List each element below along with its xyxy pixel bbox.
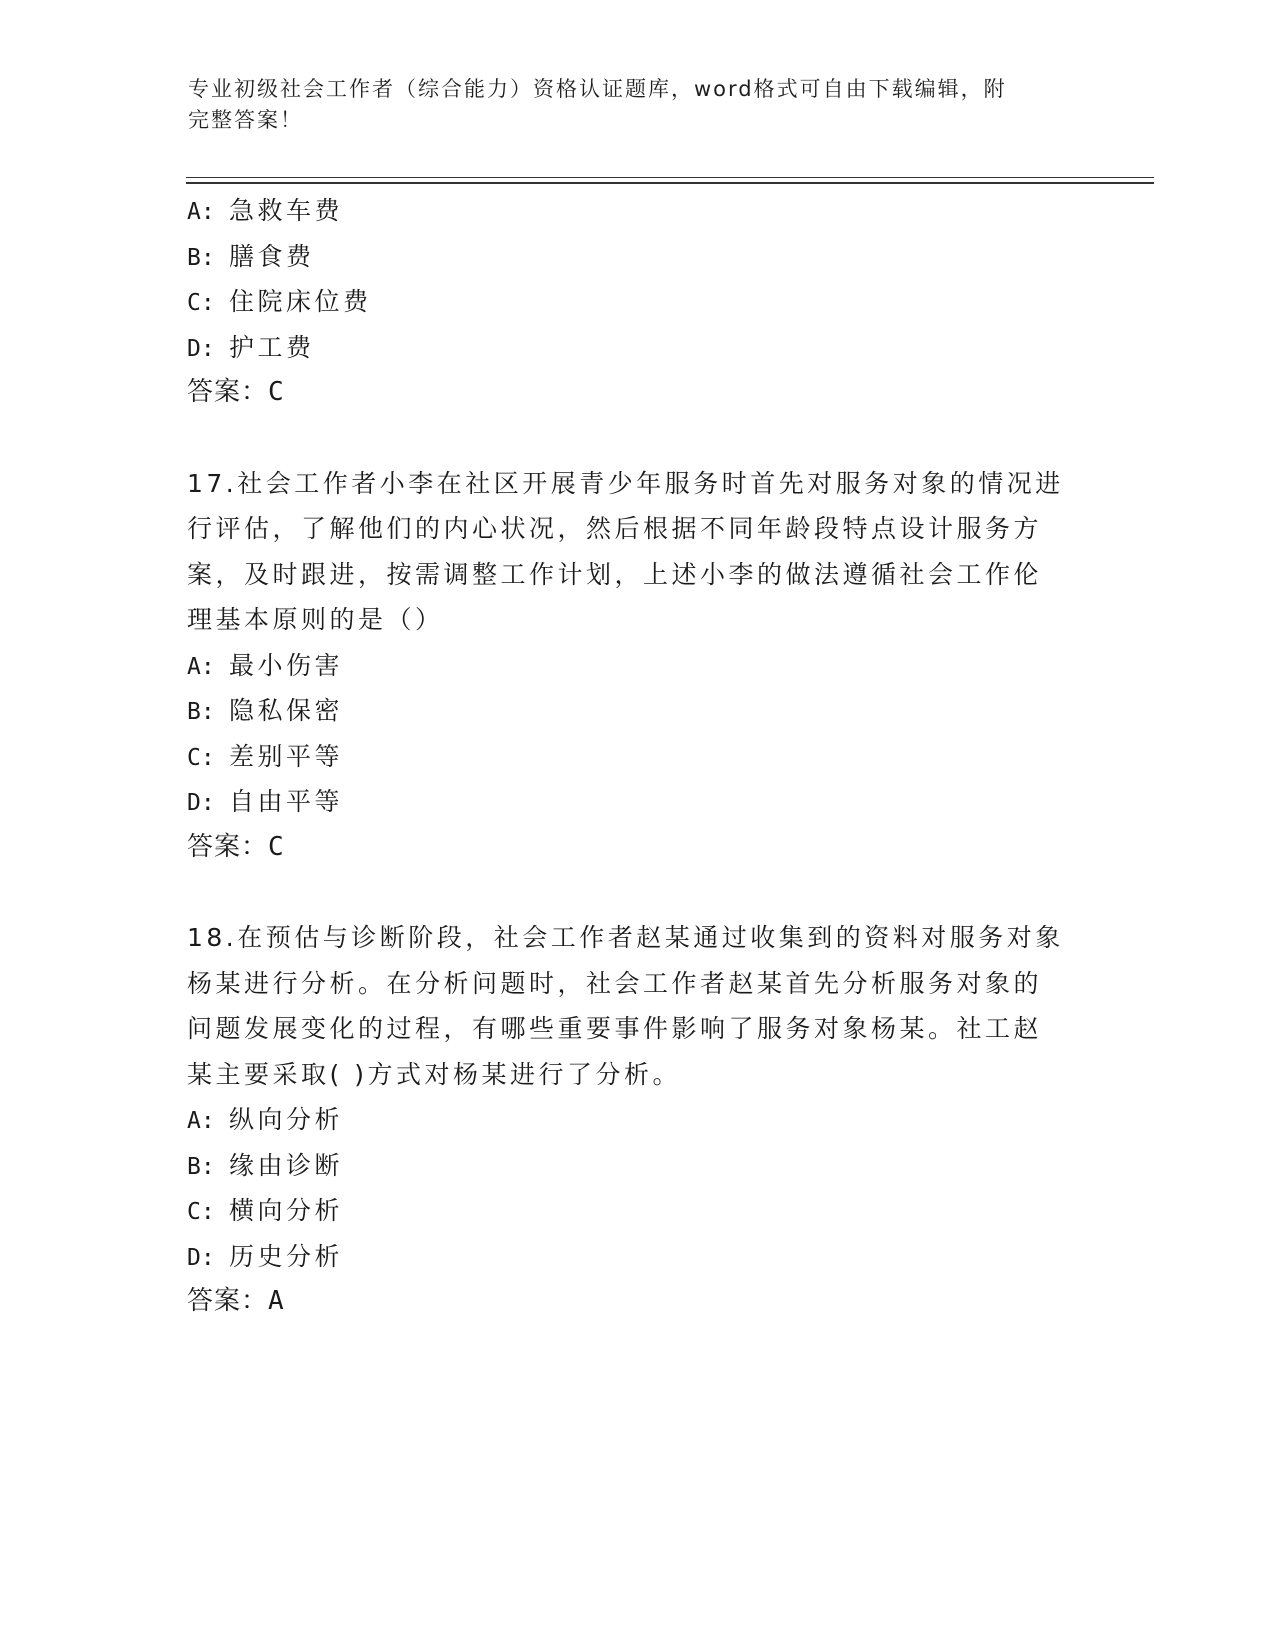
option-key: C: [187, 1199, 215, 1225]
option-a [187, 643, 1087, 689]
question-17 [187, 461, 1087, 871]
question-16 [187, 188, 1087, 416]
option-a [187, 1097, 1087, 1143]
option-text: 膳食费 [229, 241, 315, 271]
option-key: A: [187, 199, 215, 225]
header-divider-thick [186, 182, 1154, 184]
option-text: 住院床位费 [229, 287, 372, 316]
stem-line: 问题发展变化的过程，有哪些重要事件影响了服务对象杨某。社工赵 [187, 1014, 1043, 1043]
question-stem [187, 915, 1067, 1097]
stem-line: 理基本原则的是（） [187, 605, 444, 634]
option-c [187, 279, 1087, 325]
answer-line [187, 370, 1087, 416]
option-b [187, 688, 1087, 734]
option-c [187, 1188, 1087, 1234]
header-line-1: 专业初级社会工作者（综合能力）资格认证题库，word格式可自由下载编辑，附 [188, 77, 1007, 101]
page-header [188, 74, 1068, 136]
stem-line: 17.社会工作者小李在社区开展青少年服务时首先对服务对象的情况进 [187, 468, 1064, 498]
header-line-2: 完整答案！ [188, 108, 303, 132]
option-key: B: [187, 244, 215, 271]
stem-line: 杨某进行分析。在分析问题时，社会工作者赵某首先分析服务对象的 [187, 968, 1043, 998]
option-key: C: [187, 290, 215, 316]
spacer [187, 416, 1087, 461]
option-text: 差别平等 [229, 741, 344, 771]
option-text: 缘由诊断 [229, 1150, 344, 1180]
option-text: 纵向分析 [229, 1105, 344, 1134]
option-key: D: [187, 335, 215, 362]
answer-label: 答案： [187, 377, 269, 407]
header-divider-thin [186, 177, 1154, 178]
option-text: 隐私保密 [229, 696, 344, 725]
stem-line: 18.在预估与诊断阶段，社会工作者赵某通过收集到的资料对服务对象 [187, 923, 1064, 952]
option-b [187, 1143, 1087, 1189]
option-key: A: [187, 653, 215, 680]
option-key: D: [187, 790, 215, 816]
option-text: 急救车费 [229, 196, 344, 225]
question-list [187, 188, 1087, 1325]
option-text: 护工费 [229, 332, 315, 362]
answer-label: 答案： [187, 1286, 269, 1316]
stem-line: 行评估，了解他们的内心状况，然后根据不同年龄段特点设计服务方 [187, 514, 1043, 543]
option-d [187, 1234, 1087, 1280]
answer-value: A [268, 1286, 285, 1316]
option-b [187, 234, 1087, 280]
stem-line: 案，及时跟进，按需调整工作计划，上述小李的做法遵循社会工作伦 [187, 559, 1043, 589]
stem-line: 某主要采取( )方式对杨某进行了分析。 [187, 1059, 681, 1089]
option-text: 历史分析 [229, 1241, 344, 1271]
option-key: C: [187, 744, 215, 771]
answer-line [187, 1279, 1087, 1325]
question-stem [187, 461, 1067, 643]
answer-value: C [268, 831, 285, 862]
answer-label: 答案： [187, 831, 269, 862]
option-text: 横向分析 [229, 1196, 344, 1225]
answer-value: C [268, 377, 285, 407]
option-key: B: [187, 699, 215, 725]
option-key: A: [187, 1108, 215, 1134]
option-key: B: [187, 1153, 215, 1180]
answer-line [187, 825, 1087, 871]
option-text: 最小伤害 [229, 650, 344, 680]
option-text: 自由平等 [229, 787, 344, 816]
question-18 [187, 915, 1087, 1325]
option-key: D: [187, 1244, 215, 1271]
option-d [187, 325, 1087, 371]
spacer [187, 870, 1087, 915]
option-a [187, 188, 1087, 234]
option-c [187, 734, 1087, 780]
option-d [187, 779, 1087, 825]
